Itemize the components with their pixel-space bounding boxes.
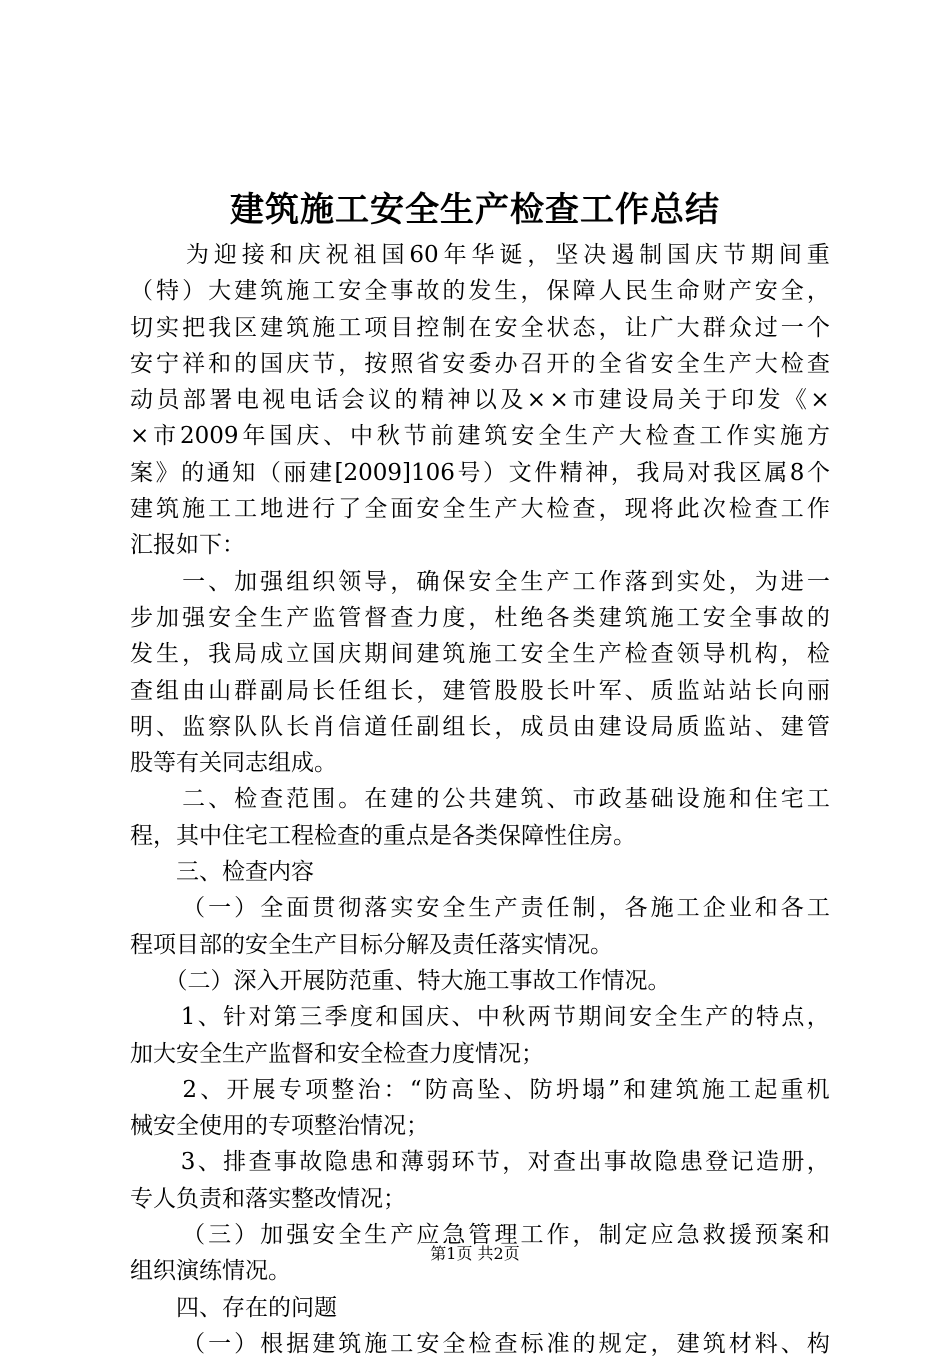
text-line: 加大安全生产监督和安全检查力度情况； bbox=[130, 1040, 544, 1067]
text-line: 步 加 强 安 全 生 产 监 管 督 查 力 度 ， 杜 绝 各 类 建 筑 施 工 安 全 事 故 的 bbox=[130, 604, 830, 631]
text-line: × 市 2009 年 国 庆 、 中 秋 节 前 建 筑 安 全 生 产 大 检 查 工 作 实 施 方 bbox=[130, 423, 830, 450]
text-line: 程，其中住宅工程检查的重点是各类保障性住房。 bbox=[130, 822, 636, 849]
text-line: （ 特 ） 大 建 筑 施 工 安 全 事 故 的 发 生 ， 保 障 人 民 生 命 财 产 安 全 ， bbox=[130, 278, 830, 305]
text-line: （ 一 ） 全 面 贯 彻 落 实 安 全 生 产 责 任 制 ， 各 施 工 企 业 和 各 工 bbox=[182, 895, 830, 922]
document-body bbox=[130, 237, 830, 1362]
text-line: 三、检查内容 bbox=[130, 859, 314, 886]
text-line: 发 生 ， 我 局 成 立 国 庆 期 间 建 筑 施 工 安 全 生 产 检 查 领 导 机 构 ， 检 bbox=[130, 641, 830, 668]
text-line: 股等有关同志组成。 bbox=[130, 750, 337, 777]
text-line: （二）深入开展防范重、特大施工事故工作情况。 bbox=[130, 967, 671, 994]
text-line: 查 组 由 山 群 副 局 长 任 组 长 ， 建 管 股 股 长 叶 军 、 质 监 站 站 长 向 丽 bbox=[130, 677, 830, 704]
text-line: 案 》 的 通 知 （ 丽 建 [2009]106 号 ） 文 件 精 神 ， 我 局 对 我 区 属 8 个 bbox=[130, 459, 830, 486]
text-line: 组织演练情况。 bbox=[130, 1258, 291, 1285]
text-line: 二 、 检 查 范 围 。 在 建 的 公 共 建 筑 、 市 政 基 础 设 施 和 住 宅 工 bbox=[182, 786, 830, 813]
text-line: 切 实 把 我 区 建 筑 施 工 项 目 控 制 在 安 全 状 态 ， 让 广 大 群 众 过 一 个 bbox=[130, 314, 830, 341]
text-line: 一 、 加 强 组 织 领 导 ， 确 保 安 全 生 产 工 作 落 到 实 处 ， 为 进 一 bbox=[182, 568, 830, 595]
text-line: 安 宁 祥 和 的 国 庆 节 ， 按 照 省 安 委 办 召 开 的 全 省 安 全 生 产 大 检 查 bbox=[130, 350, 830, 377]
text-line: 专人负责和落实整改情况； bbox=[130, 1185, 406, 1212]
page-footer: 第1页 共2页 bbox=[430, 1244, 520, 1263]
text-line: （ 一 ） 根 据 建 筑 施 工 安 全 检 查 标 准 的 规 定 ， 建 筑 材 料 、 构 bbox=[182, 1330, 830, 1357]
text-line: （ 三 ） 加 强 安 全 生 产 应 急 管 理 工 作 ， 制 定 应 急 救 援 预 案 和 bbox=[182, 1222, 830, 1249]
text-line: 1 、 针 对 第 三 季 度 和 国 庆 、 中 秋 两 节 期 间 安 全 生 产 的 特 点 ， bbox=[180, 1004, 830, 1031]
text-line: 动 员 部 署 电 视 电 话 会 议 的 精 神 以 及 × × 市 建 设 局 关 于 印 发 《 × bbox=[130, 387, 830, 414]
text-line: 程项目部的安全生产目标分解及责任落实情况。 bbox=[130, 931, 613, 958]
document-title: 建筑施工安全生产检查工作总结 bbox=[230, 190, 720, 230]
text-line: 2 、 开 展 专 项 整 治 ： “ 防 高 坠 、 防 坍 塌 ” 和 建 筑 施 工 起 重 机 bbox=[182, 1076, 830, 1103]
text-line: 为 迎 接 和 庆 祝 祖 国 60 年 华 诞 ， 坚 决 遏 制 国 庆 节 期 间 重 bbox=[185, 242, 830, 268]
text-line: 械安全使用的专项整治情况； bbox=[130, 1113, 429, 1140]
text-line: 3 、 排 查 事 故 隐 患 和 薄 弱 环 节 ， 对 查 出 事 故 隐 患 登 记 造 册 ， bbox=[180, 1149, 830, 1176]
text-line: 明 、 监 察 队 队 长 肖 信 道 任 副 组 长 ， 成 员 由 建 设 局 质 监 站 、 建 管 bbox=[130, 713, 830, 740]
text-line: 建 筑 施 工 工 地 进 行 了 全 面 安 全 生 产 大 检 查 ， 现 将 此 次 检 查 工 作 bbox=[130, 496, 830, 523]
text-line: 四、存在的问题 bbox=[130, 1294, 337, 1321]
text-line: 汇报如下： bbox=[130, 532, 245, 559]
